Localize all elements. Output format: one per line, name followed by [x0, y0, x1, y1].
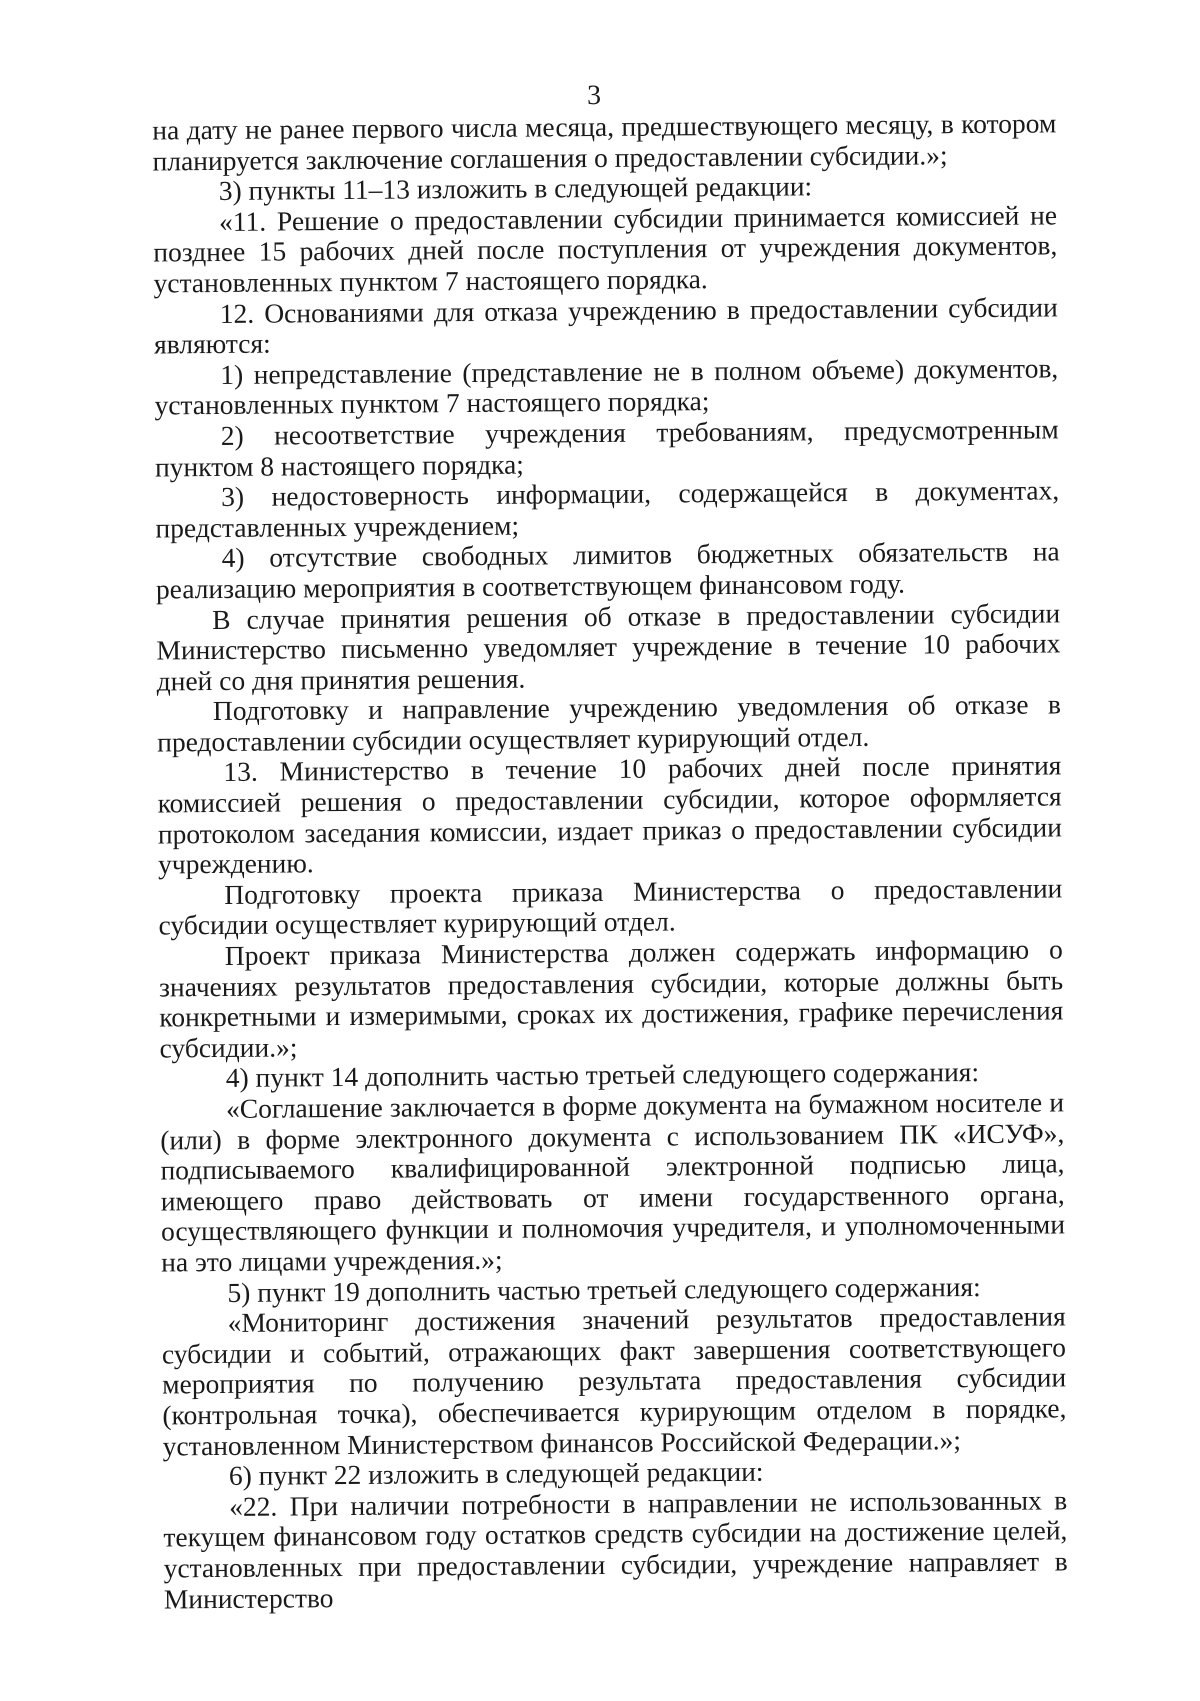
paragraph: В случае принятия решения об отказе в предоставлении субсидии Министерство письменно уведомляет учреждение в течение 10 рабочих дней со дня принятия решения.: [156, 596, 1061, 697]
paragraph: 2) несоответствие учреждения требованиям, предусмотренным пунктом 8 настоящего порядка;: [154, 413, 1059, 483]
paragraph: 6) пункт 22 изложить в следующей редакции:: [228, 1455, 764, 1492]
paragraph: Подготовку и направление учреждению уведомления об отказе в предоставлении субсидии осуществляет курирующий отдел.: [157, 688, 1062, 758]
paragraph: 12. Основаниями для отказа учреждению в предоставлении субсидии являются:: [153, 290, 1058, 360]
paragraph: 5) пункт 19 дополнить частью третьей следующего содержания:: [227, 1270, 981, 1308]
paragraph: «22. При наличии потребности в направлении не использованных в текущем финансовом году остатков средств субсидии на достижение целей, установленных при предоставлении субсидии, учреждение направляет в Министерство: [163, 1484, 1068, 1614]
page-number: 3: [586, 79, 602, 112]
paragraph: 13. Министерство в течение 10 рабочих дней после принятия комиссией решения о предоставлении субсидии, которое оформляется протоколом заседания комиссии, издает приказ о предоставлении субсидии учреждению.: [157, 749, 1062, 880]
paragraph: 1) непредставление (представление не в полном объеме) документов, установленных пунктом 7 настоящего порядка;: [154, 352, 1059, 421]
paragraph: на дату не ранее первого числа месяца, предшествующего месяцу, в котором планируется заключение соглашения о предоставлении субсидии.»;: [152, 107, 1057, 177]
paragraph: Проект приказа Министерства должен содержать информацию о значениях результатов предоставления субсидии, которые должны быть конкретными и измеримыми, сроках их достижения, графике перечисления субсидии.»;: [158, 933, 1064, 1064]
paragraph: Подготовку проекта приказа Министерства о предоставлении субсидии осуществляет курирующий отдел.: [158, 872, 1063, 941]
paragraph: «Соглашение заключается в форме документа на бумажном носителе и (или) в форме электронного документа с использованием ПК «ИСУФ», подписываемого квалифицированной электронной подписью лица, имеющего право действовать от имени государственного органа, осуществляющего функции и полномочия учредителя, и уполномоченными на это лицами учреждения.»;: [160, 1086, 1066, 1278]
paragraph: 4) пункт 14 дополнить частью третьей следующего содержания:: [225, 1056, 980, 1094]
paragraph: 3) пункты 11–13 изложить в следующей редакции:: [218, 170, 813, 207]
paragraph: «Мониторинг достижения значений результатов предоставления субсидии и событий, отражающих факт завершения соответствующего мероприятия по получению результата предоставления субсидии (контрольная точка), обеспечивается курирующим отделом в порядке, установленном Министерством финансов Российской Федерации.»;: [161, 1300, 1067, 1461]
document-body: [152, 108, 1068, 1614]
paragraph: 4) отсутствие свободных лимитов бюджетных обязательств на реализацию мероприятия в соответствующем финансовом году.: [155, 535, 1060, 605]
paragraph: «11. Решение о предоставлении субсидии принимается комиссией не позднее 15 рабочих дней после поступления от учреждения документов, установленных пунктом 7 настоящего порядка.: [153, 199, 1058, 299]
paragraph: 3) недостоверность информации, содержащейся в документах, представленных учреждением;: [155, 474, 1060, 544]
